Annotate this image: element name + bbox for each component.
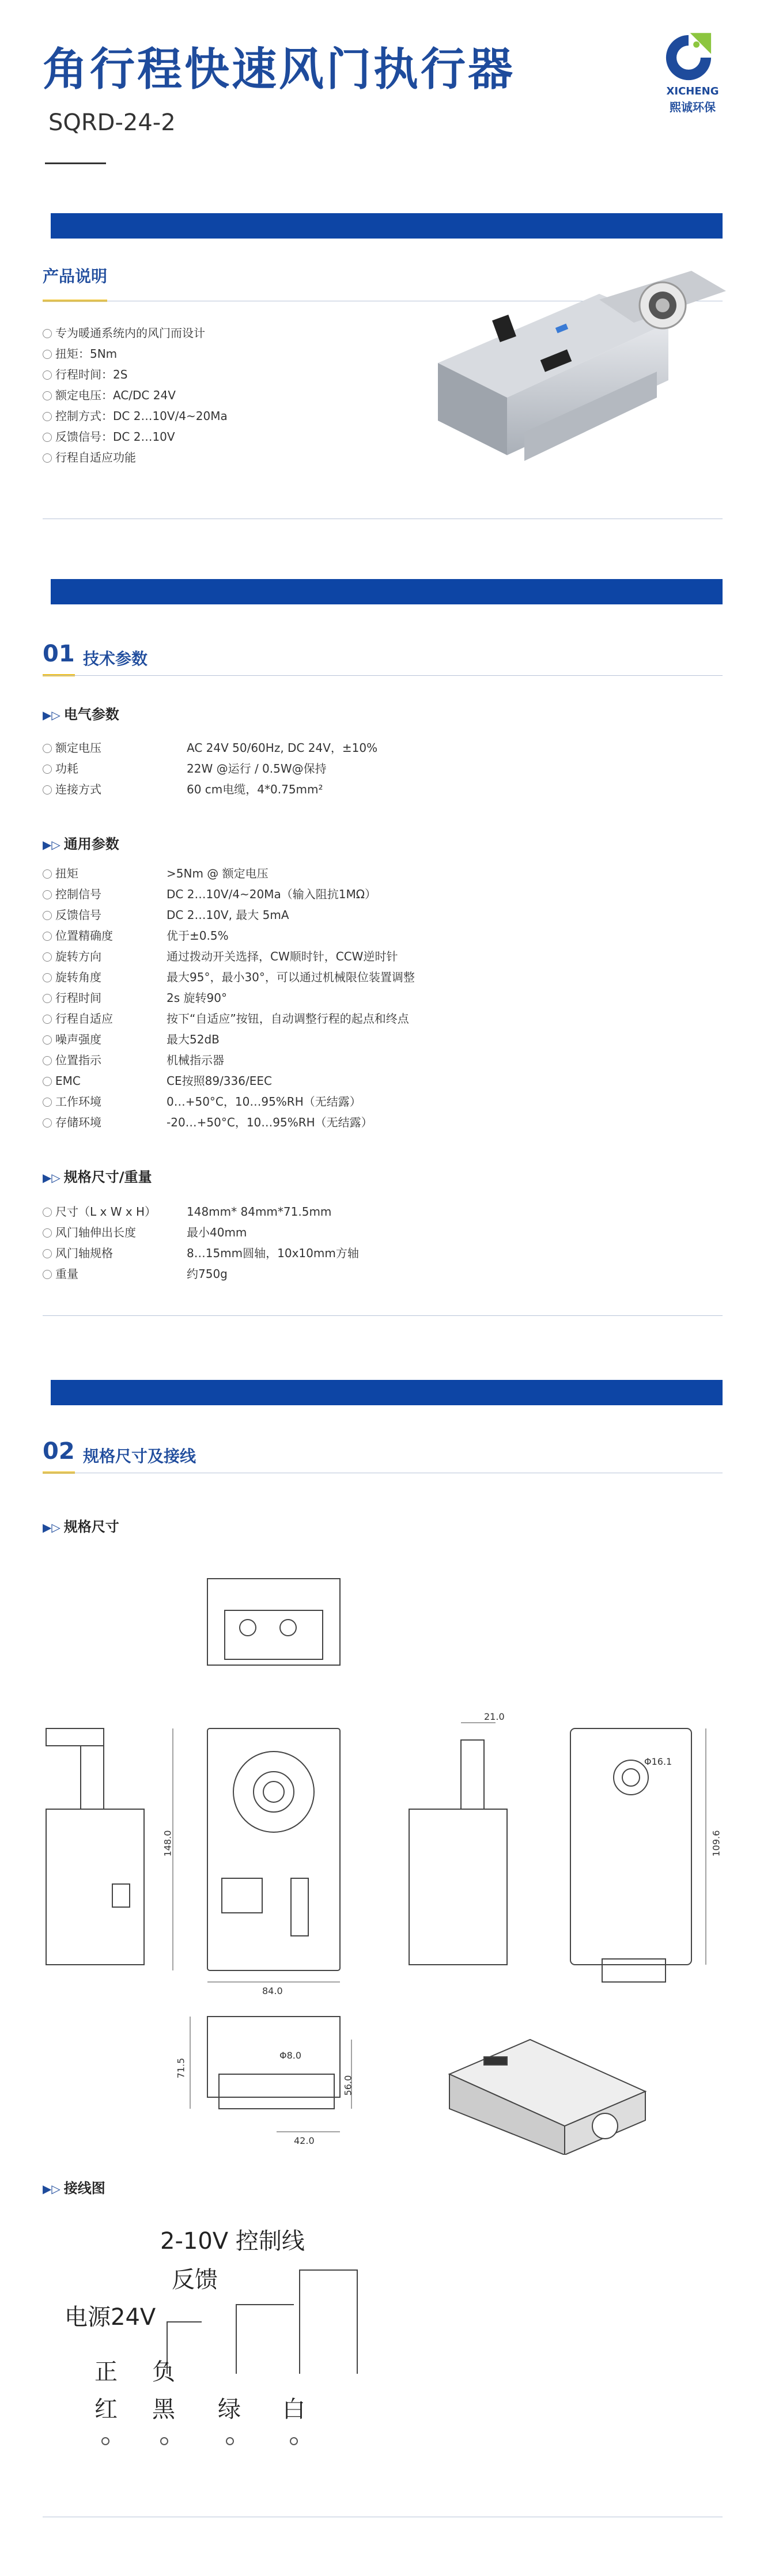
intro-title: 产品说明 xyxy=(43,267,108,286)
electrical-table xyxy=(43,737,561,800)
subsection-wiring: ▶▷ 接线图 xyxy=(43,2180,105,2196)
dim-label: 148.0 xyxy=(162,1830,173,1857)
spec-row: 扭矩 >5Nm @ 额定电压 xyxy=(43,863,619,884)
bullet-icon xyxy=(43,433,52,442)
triangle-icon: ▶▷ xyxy=(43,838,61,852)
dim-label: Φ8.0 xyxy=(279,2050,302,2061)
bullet-icon xyxy=(43,1056,52,1065)
bullet-icon xyxy=(43,973,52,982)
section-bar-notch xyxy=(43,579,51,604)
general-table xyxy=(43,863,619,1133)
spec-row: 行程时间 2s 旋转90° xyxy=(43,988,619,1008)
dim-label: 71.5 xyxy=(175,2057,187,2079)
section-bar xyxy=(43,579,723,604)
bullet-icon xyxy=(43,869,52,879)
dim-label: 21.0 xyxy=(484,1711,505,1722)
bullet-icon xyxy=(43,890,52,899)
dim-label: 56.0 xyxy=(342,2075,354,2096)
section-bar xyxy=(43,1380,723,1405)
bullet-icon xyxy=(43,952,52,962)
bullet-icon xyxy=(43,370,52,380)
wire-white: 白 xyxy=(282,2396,305,2423)
terminal-icon xyxy=(160,2437,168,2445)
subsection-electrical: ▶▷ 电气参数 xyxy=(43,706,119,723)
wiring-feedback-label: 反馈 xyxy=(172,2267,218,2293)
subsection-dimensions: ▶▷ 规格尺寸/重量 xyxy=(43,1169,152,1185)
spec-row: 重量 约750g xyxy=(43,1264,561,1284)
bullet-icon xyxy=(43,453,52,463)
intro-item: 反馈信号：DC 2…10V xyxy=(43,426,411,447)
company-logo-icon xyxy=(657,29,720,86)
logo-chinese: 熙诚环保 xyxy=(670,100,716,114)
terminal-icon xyxy=(101,2437,109,2445)
bullet-icon xyxy=(43,1015,52,1024)
triangle-icon: ▶▷ xyxy=(43,1171,61,1185)
spec-row: 功耗 22W @运行 / 0.5W@保持 xyxy=(43,758,561,779)
spec-row: 额定电压 AC 24V 50/60Hz, DC 24V，±10% xyxy=(43,737,561,758)
bullet-icon xyxy=(43,911,52,920)
dim-label: 84.0 xyxy=(262,1985,283,1996)
spec-row: 风门轴伸出长度 最小40mm xyxy=(43,1222,561,1243)
dim-label: Φ16.1 xyxy=(644,1756,672,1767)
triangle-icon: ▶▷ xyxy=(43,1520,61,1534)
dim-label: 109.6 xyxy=(710,1830,722,1857)
spec-row: 连接方式 60 cm电缆，4*0.75mm² xyxy=(43,779,561,800)
spec-row: 行程自适应 按下“自适应”按钮，自动调整行程的起点和终点 xyxy=(43,1008,619,1029)
spec-row: 存储环境 -20…+50°C，10…95%RH（无结露） xyxy=(43,1112,619,1133)
bullet-icon xyxy=(43,765,52,774)
intro-item: 扭矩：5Nm xyxy=(43,343,411,364)
wire-black: 黑 xyxy=(152,2396,175,2423)
spec-row: 噪声强度 最大52dB xyxy=(43,1029,619,1050)
subsection-general: ▶▷ 通用参数 xyxy=(43,836,119,852)
bullet-icon xyxy=(43,1208,52,1217)
spec-row: EMC CE按照89/336/EEC xyxy=(43,1071,619,1091)
bullet-icon xyxy=(43,932,52,941)
spec-row: 反馈信号 DC 2…10V, 最大 5mA xyxy=(43,905,619,925)
dimension-drawings xyxy=(0,1556,760,2155)
bullet-icon xyxy=(43,744,52,753)
bullet-icon xyxy=(43,1228,52,1238)
spec-row: 风门轴规格 8…15mm圆轴，10x10mm方轴 xyxy=(43,1243,561,1264)
spec-row: 尺寸（L x W x H） 148mm* 84mm*71.5mm xyxy=(43,1201,561,1222)
terminal-icon xyxy=(226,2437,234,2445)
dimensions-table xyxy=(43,1201,561,1284)
intro-list xyxy=(43,323,411,468)
intro-item: 行程时间：2S xyxy=(43,364,411,385)
section-title: 规格尺寸及接线 xyxy=(83,1447,196,1466)
dim-label: 42.0 xyxy=(294,2135,315,2146)
bullet-icon xyxy=(43,1035,52,1045)
spec-row: 工作环境 0…+50°C，10…95%RH（无结露） xyxy=(43,1091,619,1112)
section-number: 01 xyxy=(43,641,75,667)
wiring-control-label: 2-10V 控制线 xyxy=(160,2228,305,2255)
section-bar-accent xyxy=(51,213,53,239)
bullet-icon xyxy=(43,1270,52,1279)
spec-row: 位置精确度 优于±0.5% xyxy=(43,925,619,946)
section-bar-notch xyxy=(43,213,51,239)
bullet-icon xyxy=(43,1077,52,1086)
logo-english: XICHENG xyxy=(666,85,719,97)
section-divider xyxy=(43,675,723,676)
spec-row: 控制信号 DC 2…10V/4~20Ma（输入阻抗1MΩ） xyxy=(43,884,619,905)
bullet-icon xyxy=(43,412,52,421)
bullet-icon xyxy=(43,329,52,338)
bullet-icon xyxy=(43,994,52,1003)
bullet-icon xyxy=(43,1098,52,1107)
page-title: 角行程快速风门执行器 xyxy=(43,44,516,96)
intro-item: 行程自适应功能 xyxy=(43,447,411,468)
wire-green: 绿 xyxy=(218,2396,241,2423)
section-number: 02 xyxy=(43,1438,75,1465)
wire-positive: 正 xyxy=(94,2359,118,2385)
triangle-icon: ▶▷ xyxy=(43,2182,61,2196)
wiring-power-label: 电源24V xyxy=(65,2304,156,2331)
intro-item: 额定电压：AC/DC 24V xyxy=(43,385,411,406)
terminal-icon xyxy=(290,2437,298,2445)
spec-row: 旋转角度 最大95°，最小30°，可以通过机械限位装置调整 xyxy=(43,967,619,988)
bullet-icon xyxy=(43,350,52,359)
bullet-icon xyxy=(43,391,52,400)
bullet-icon xyxy=(43,1118,52,1128)
wire-negative: 负 xyxy=(152,2359,175,2385)
bullet-icon xyxy=(43,785,52,795)
wire-red: 红 xyxy=(94,2396,118,2423)
spec-row: 位置指示 机械指示器 xyxy=(43,1050,619,1071)
product-image xyxy=(426,259,749,490)
subsection-dims-drawing: ▶▷ 规格尺寸 xyxy=(43,1519,119,1535)
section-title: 技术参数 xyxy=(83,649,148,668)
section-bar xyxy=(43,213,723,239)
section-bar-notch xyxy=(43,1380,51,1405)
model-number: SQRD-24-2 xyxy=(48,109,176,136)
intro-item: 专为暖通系统内的风门而设计 xyxy=(43,323,411,343)
intro-item: 控制方式：DC 2…10V/4~20Ma xyxy=(43,406,411,426)
section1-bottom-rule xyxy=(43,1315,723,1316)
bullet-icon xyxy=(43,1249,52,1258)
title-underline xyxy=(45,162,106,164)
spec-row: 旋转方向 通过拨动开关选择，CW顺时针，CCW逆时针 xyxy=(43,946,619,967)
triangle-icon: ▶▷ xyxy=(43,708,61,722)
